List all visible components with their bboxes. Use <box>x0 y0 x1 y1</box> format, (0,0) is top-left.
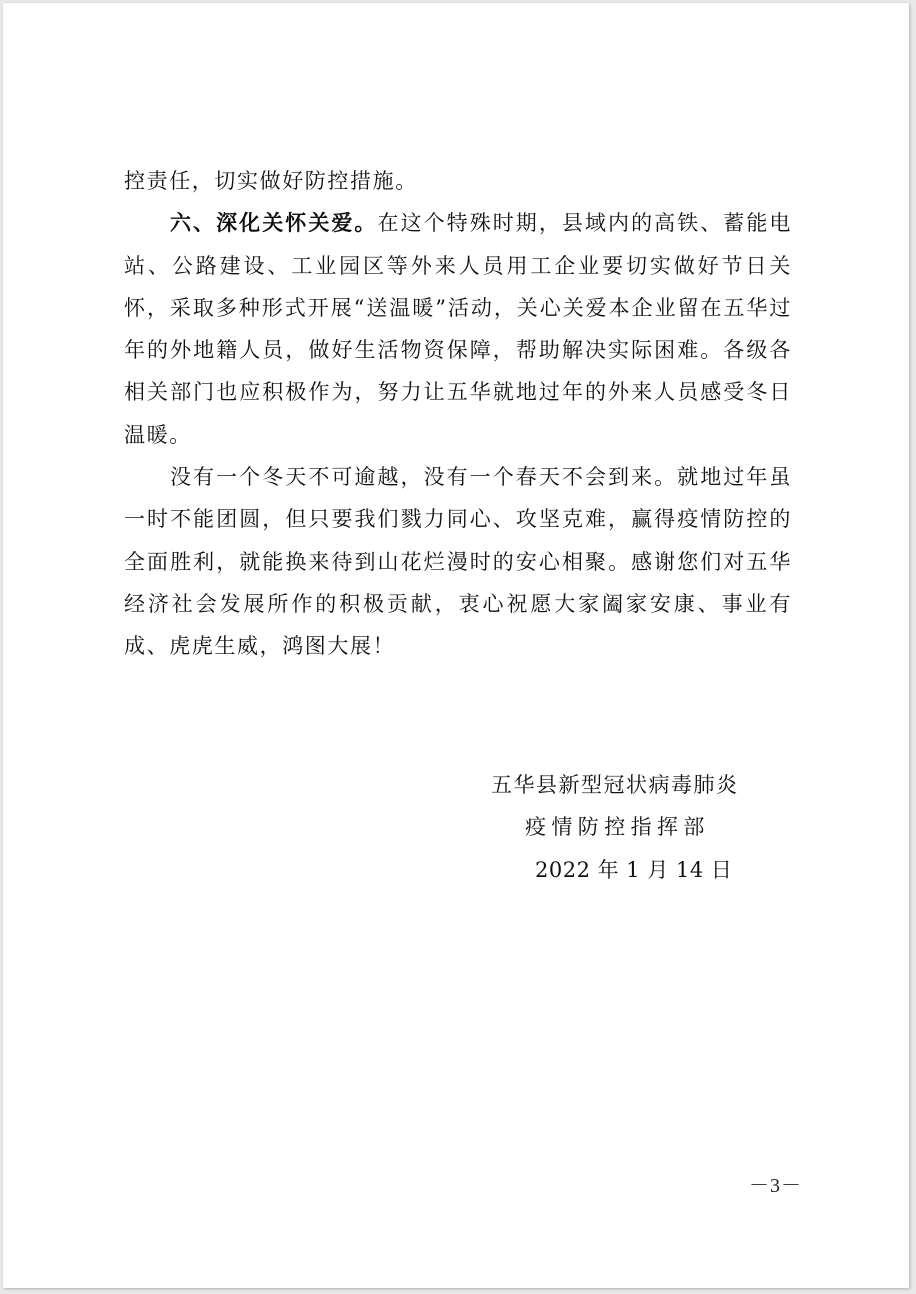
paragraph-closing: 没有一个冬天不可逾越，没有一个春天不会到来。就地过年虽一时不能团圆，但只要我们戮力同心、攻坚克难，赢得疫情防控的全面胜利，就能换来待到山花烂漫时的安心相聚。感谢您们对五华经济社会发展所作的积极贡献，衷心祝愿大家阖家安康、事业有成、虎虎生威，鸿图大展！ <box>124 465 792 659</box>
paragraph-continued: 控责任，切实做好防控措施。 <box>124 169 418 193</box>
signature-org-line-2: 疫情防控指挥部 <box>525 815 710 839</box>
document-page <box>3 3 909 1288</box>
signature-date: 2022 年 1 月 14 日 <box>535 858 733 882</box>
signature-org-line-1: 五华县新型冠状病毒肺炎 <box>491 773 739 797</box>
section-6-text: 在这个特殊时期，县域内的高铁、蓄能电站、公路建设、工业园区等外来人员用工企业要切实做好节日关怀，采取多种形式开展“送温暖”活动，关心关爱本企业留在五华过年的外地籍人员，做好生活物资保障，帮助解决实际困难。各级各相关部门也应积极作为，努力让五华就地过年的外来人员感受冬日温暖。 <box>124 211 792 447</box>
document-body <box>124 160 792 668</box>
page-number: －3－ <box>749 1175 802 1197</box>
paragraph-section-6 <box>124 202 792 456</box>
section-6-heading: 六、深化关怀关爱。 <box>170 210 378 236</box>
